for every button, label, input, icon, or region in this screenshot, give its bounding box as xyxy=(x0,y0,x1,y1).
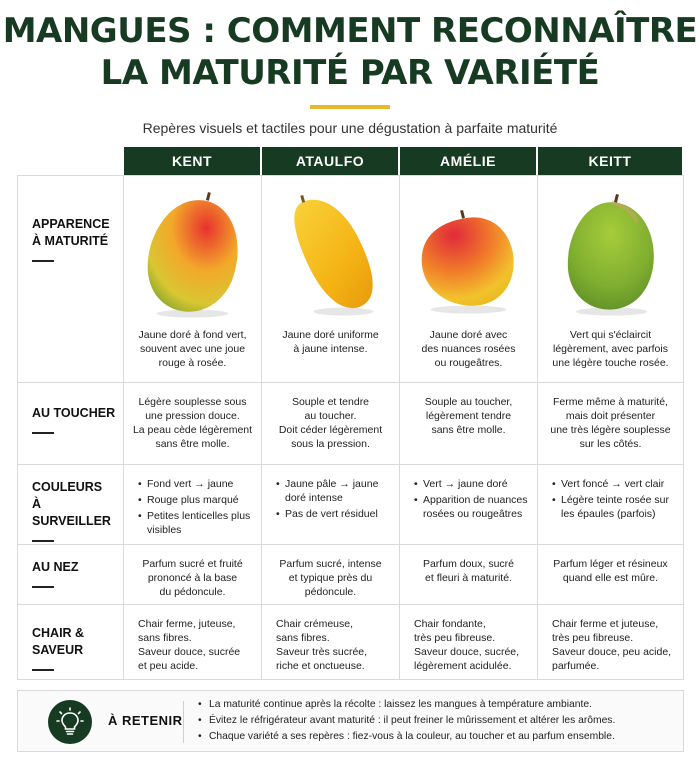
cell-line: Jaune doré à fond vert, xyxy=(138,329,247,341)
list-item: • Évitez le réfrigérateur avant maturité : il peut freiner le mûrissement et altérer les arômes. xyxy=(198,713,615,729)
list-item: • Rouge plus marqué xyxy=(138,493,255,507)
cell-line: Saveur douce, sucrée, xyxy=(414,646,520,658)
row-header-couleurs xyxy=(17,465,124,545)
row-header-toucher xyxy=(17,383,124,465)
cell-line: Parfum sucré et fruité xyxy=(142,558,243,570)
row-header-chair xyxy=(17,605,124,680)
row-dash xyxy=(32,669,54,671)
maturity-table xyxy=(17,147,684,680)
cell-line: Saveur douce, peu acide, xyxy=(552,646,672,658)
list-item: • Petites lenticelles plus visibles xyxy=(138,509,255,537)
cell-nez-kent xyxy=(124,545,262,605)
cell-line: Chair fondante, xyxy=(414,618,486,630)
column-header-amelie: AMÉLIE xyxy=(400,147,538,175)
cell-line: Doit céder légèrement xyxy=(278,424,383,436)
row-label-line: À SURVEILLER xyxy=(32,497,111,528)
list-item: • Apparition de nuances rosées ou rougeâtres xyxy=(414,493,531,521)
cell-line: prononcé à la base xyxy=(147,572,238,584)
cell-apparence-ataulfo xyxy=(262,175,400,383)
row-label-line: APPARENCE xyxy=(32,217,110,231)
cell-line: sans fibres. xyxy=(276,632,330,644)
cell-line: Vert qui s'éclaircit xyxy=(569,329,652,341)
cell-line: au toucher. xyxy=(304,410,357,422)
title-underline xyxy=(310,105,390,109)
list-item: • Chaque variété a ses repères : fiez-vous à la couleur, au toucher et au parfum ensemble. xyxy=(198,729,615,745)
column-header-keitt: KEITT xyxy=(538,147,684,175)
cell-line: du pédoncule. xyxy=(159,586,226,598)
cell-nez-ataulfo xyxy=(262,545,400,605)
amelie-mango-icon xyxy=(400,182,537,322)
cell-line: ou rougeâtres. xyxy=(434,357,503,369)
title-line-1: MANGUES : COMMENT RECONNAÎTRE xyxy=(2,11,698,51)
cell-line: très peu fibreuse. xyxy=(414,632,496,644)
keitt-mango-icon xyxy=(538,182,683,322)
cell-line: Chair ferme et juteuse, xyxy=(552,618,659,630)
cell-couleurs-amelie xyxy=(400,465,538,545)
row-label-line: AU TOUCHER xyxy=(32,406,116,420)
cell-line: sur les côtés. xyxy=(579,438,642,450)
cell-chair-kent xyxy=(124,605,262,680)
cell-apparence-amelie xyxy=(400,175,538,383)
cell-line: sans être molle. xyxy=(431,424,506,436)
cell-apparence-keitt xyxy=(538,175,684,383)
cell-line: pédoncule. xyxy=(304,586,357,598)
cell-nez-amelie xyxy=(400,545,538,605)
row-label-line: AU NEZ xyxy=(32,560,79,574)
column-header-kent: KENT xyxy=(124,147,262,175)
row-label-line: COULEURS xyxy=(32,480,103,494)
cell-toucher-kent xyxy=(124,383,262,465)
cell-line: à jaune intense. xyxy=(293,343,368,355)
cell-line: une légère touche rosée. xyxy=(552,357,669,369)
cell-line: quand elle est mûre. xyxy=(562,572,659,584)
row-header-apparence xyxy=(17,175,124,383)
cell-line: Parfum léger et résineux xyxy=(553,558,668,570)
cell-line: Saveur très sucrée, xyxy=(276,646,368,658)
cell-line: sous la pression. xyxy=(291,438,370,450)
cell-line: sans fibres. xyxy=(138,632,192,644)
cell-couleurs-kent xyxy=(124,465,262,545)
cell-toucher-ataulfo xyxy=(262,383,400,465)
cell-line: légèrement tendre xyxy=(425,410,512,422)
cell-line: Parfum sucré, intense xyxy=(279,558,382,570)
ataulfo-mango-icon xyxy=(262,182,399,322)
cell-line: très peu fibreuse. xyxy=(552,632,634,644)
cell-line: rouge à rosée. xyxy=(158,357,227,369)
cell-line: Ferme même à maturité, xyxy=(553,396,668,408)
list-item: • Jaune pâle → jaune doré intense xyxy=(276,477,393,505)
lightbulb-icon xyxy=(48,700,92,744)
cell-line: Jaune doré uniforme xyxy=(282,329,379,341)
cell-apparence-kent xyxy=(124,175,262,383)
row-label-line: À MATURITÉ xyxy=(32,234,109,248)
row-dash xyxy=(32,586,54,588)
cell-line: souvent avec une joue xyxy=(139,343,246,355)
list-item: • Vert → jaune doré xyxy=(414,477,531,491)
table-corner xyxy=(17,147,124,175)
cell-chair-keitt xyxy=(538,605,684,680)
cell-line: légèrement, avec parfois xyxy=(553,343,668,355)
retenir-box xyxy=(17,690,684,752)
cell-toucher-keitt xyxy=(538,383,684,465)
retenir-list xyxy=(198,697,615,745)
cell-line: Chair ferme, juteuse, xyxy=(138,618,236,630)
title-line-2: LA MATURITÉ PAR VARIÉTÉ xyxy=(100,53,600,93)
cell-line: une pression douce. xyxy=(145,410,240,422)
cell-line: Souple au toucher, xyxy=(424,396,513,408)
page-title xyxy=(0,10,700,94)
cell-line: Saveur douce, sucrée xyxy=(138,646,241,658)
divider xyxy=(183,701,184,743)
list-item: • Fond vert → jaune xyxy=(138,477,255,491)
cell-line: Jaune doré avec xyxy=(429,329,508,341)
cell-line: légèrement acidulée. xyxy=(414,660,512,672)
cell-line: une très légère souplesse xyxy=(550,424,671,436)
kent-mango-icon xyxy=(124,182,261,322)
cell-nez-keitt xyxy=(538,545,684,605)
cell-line: sans être molle. xyxy=(155,438,230,450)
cell-line: La peau cède légèrement xyxy=(132,424,253,436)
cell-chair-amelie xyxy=(400,605,538,680)
list-item: • Pas de vert résiduel xyxy=(276,507,393,521)
cell-line: Chair crémeuse, xyxy=(276,618,354,630)
list-item: • Vert foncé → vert clair xyxy=(552,477,677,491)
list-item: • Légère teinte rosée sur les épaules (parfois) xyxy=(552,493,677,521)
column-header-ataulfo: ATAULFO xyxy=(262,147,400,175)
row-header-nez xyxy=(17,545,124,605)
cell-line: des nuances rosées xyxy=(421,343,516,355)
row-dash xyxy=(32,432,54,434)
subtitle: Repères visuels et tactiles pour une dégustation à parfaite maturité xyxy=(142,120,558,136)
retenir-label: À RETENIR xyxy=(108,713,183,728)
cell-line: parfumée. xyxy=(552,660,600,672)
cell-line: et peu acide. xyxy=(138,660,199,672)
cell-line: et fleuri à maturité. xyxy=(425,572,512,584)
cell-line: mais doit présenter xyxy=(565,410,656,422)
cell-couleurs-ataulfo xyxy=(262,465,400,545)
cell-line: et typique près du xyxy=(288,572,373,584)
cell-chair-ataulfo xyxy=(262,605,400,680)
cell-line: riche et onctueuse. xyxy=(276,660,365,672)
cell-line: Souple et tendre xyxy=(291,396,370,408)
row-label-line: CHAIR & SAVEUR xyxy=(32,626,85,657)
list-item: • La maturité continue après la récolte : laissez les mangues à température ambiante. xyxy=(198,697,615,713)
row-dash xyxy=(32,540,54,542)
cell-couleurs-keitt xyxy=(538,465,684,545)
row-dash xyxy=(32,260,54,262)
cell-toucher-amelie xyxy=(400,383,538,465)
cell-line: Légère souplesse sous xyxy=(138,396,247,408)
cell-line: Parfum doux, sucré xyxy=(422,558,515,570)
